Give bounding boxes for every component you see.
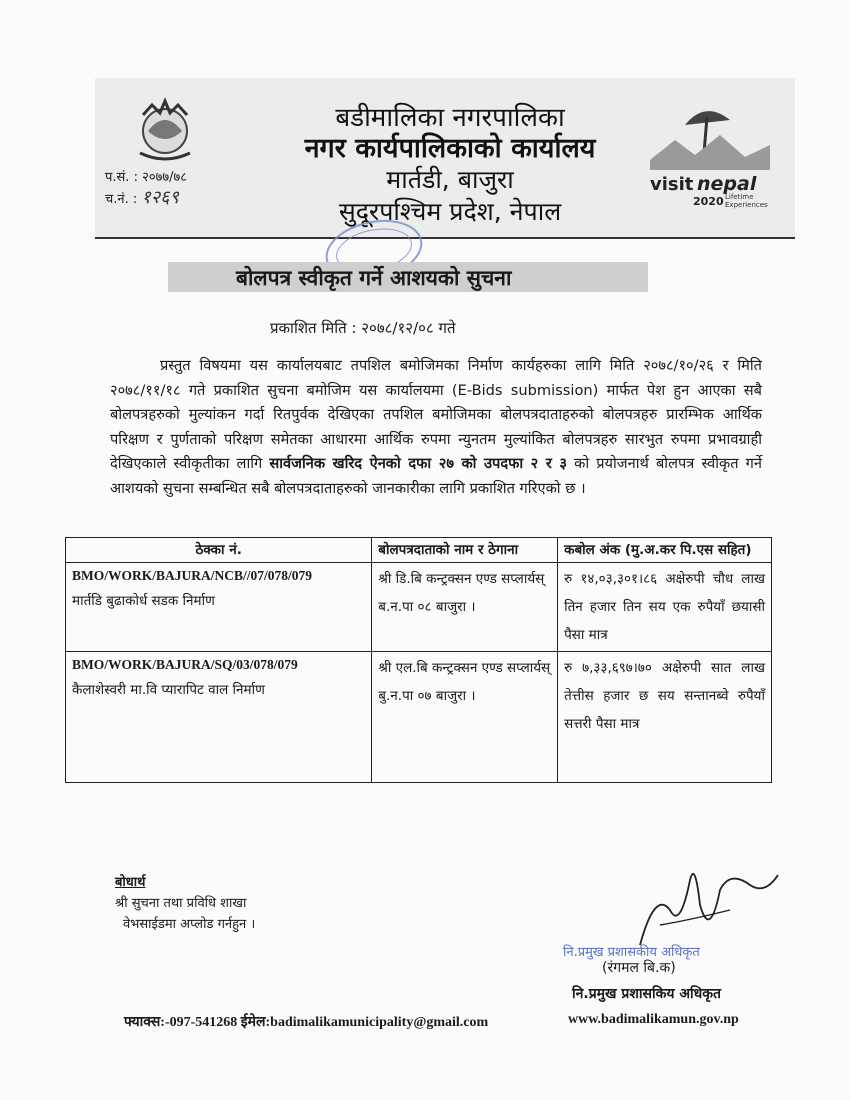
dispatch-label: च.नं. : <box>105 192 138 207</box>
reference-block <box>105 168 187 210</box>
body-legal-reference: सार्वजनिक खरिद ऐनको दफा २७ को उपदफा २ र ३ <box>269 455 567 473</box>
nepal-emblem-icon <box>130 95 200 165</box>
dispatch-number: १२६९ <box>141 187 179 208</box>
svg-text:Experiences: Experiences <box>725 201 768 209</box>
contract-number: BMO/WORK/BAJURA/SQ/03/078/079 <box>72 657 298 672</box>
visit-nepal-logo-icon <box>645 95 775 215</box>
column-header: ठेक्का नं. <box>66 538 372 563</box>
office-name: नगर कार्यपालिकाको कार्यालय <box>304 133 596 164</box>
table-row <box>66 563 772 652</box>
office-address: मार्तडी, बाजुरा <box>386 165 514 194</box>
bid-amount: रु १४,०३,३०१।८६ अक्षेरुपी चौध लाख तिन हजार तिन सय एक रुपैयाँ छयासी पैसा मात्र <box>558 563 772 652</box>
cc-block <box>115 872 255 935</box>
signatory-title: नि.प्रमुख प्रशासकिय अधिकृत <box>572 986 721 1002</box>
bid-amount: रु ७,३३,६९७।७० अक्षेरुपी सात लाख तेत्तीस हजार छ सय सन्तानब्वे रुपैयाँ सत्तरी पैसा मात्र <box>558 652 772 783</box>
work-name: मार्तडि बुढाकोर्ध सडक निर्माण <box>72 593 215 609</box>
column-header: बोलपत्रदाताको नाम र ठेगाना <box>372 538 558 563</box>
municipality-name: बडीमालिका नगरपालिका <box>335 103 565 133</box>
table-row <box>66 652 772 783</box>
province-name: सुदूरपश्चिम प्रदेश, नेपाल <box>338 197 562 226</box>
svg-text:visit: visit <box>650 174 694 195</box>
subject-banner <box>168 262 648 292</box>
body-text-end: को प्रयोजनार्थ बोलपत्र स्वीकृत गर्ने आशयको सुचना सम्बन्धित सबै बोलपत्रदाताहरुको जानकारीका लागि प्रकाशित गरिएको छ । <box>110 455 762 497</box>
contract-number: BMO/WORK/BAJURA/NCB//07/078/079 <box>72 568 313 583</box>
ref-number: २०७७/७८ <box>142 170 188 185</box>
bid-table <box>65 537 772 783</box>
subject-title: बोलपत्र स्वीकृत गर्ने आशयको सुचना <box>236 266 512 290</box>
bidder-name: श्री एल.बि कन्ट्रक्सन एण्ड सप्लार्यस् बु.न.पा ०७ बाजुरा । <box>372 652 558 783</box>
cc-line: श्री सुचना तथा प्रविधि शाखा <box>115 896 247 911</box>
signature-stamp: नि.प्रमुख प्रशासकीय अधिकृत <box>563 945 700 960</box>
footer-website: www.badimalikamun.gov.np <box>568 1012 739 1027</box>
table-header-row <box>66 538 772 563</box>
svg-text:nepal: nepal <box>697 173 757 195</box>
footer-contact: फ्याक्स:-097-541268 ईमेल:badimalikamunicipality@gmail.com <box>124 1015 489 1030</box>
header-divider <box>95 237 795 239</box>
svg-text:2020: 2020 <box>693 195 724 208</box>
cc-title: बोधार्थ <box>115 875 146 890</box>
ref-label: प.सं. : <box>105 170 138 185</box>
body-text: प्रस्तुत विषयमा यस कार्यालयबाट तपशिल बमोजिमका निर्माण कार्यहरुका लागि मिति २०७८/१०/२६ र मिति २०७८/११/१८ गते प्रकाशित सुचना बमोजिम यस कार्यालयमा (E-Bids submission) मार्फत पेश हुन आएका सबै बोलपत्रहरुको मुल्यांकन गर्दा रितपुर्वक देखिएका तपशिल बमोजिमका बोलपत्रदाताहरुको बोलपत्रहरु प्रारम्भिक आर्थिक परिक्षण र पुर्णताको परिक्षण समेतका आधारमा आर्थिक रुपमा न्युनतम मुल्यांकित बोलपत्रहरु सारभुत रुपमा प्रभावग्राही देखिएकाले स्वीकृतीका लागि <box>110 357 762 473</box>
column-header: कबोल अंक (मु.अ.कर पि.एस सहित) <box>558 538 772 563</box>
bidder-name: श्री डि.बि कन्ट्रक्सन एण्ड सप्लार्यस् ब.न.पा ०८ बाजुरा । <box>372 563 558 652</box>
cc-line: वेभसाईडमा अप्लोड गर्नहुन । <box>123 917 256 932</box>
svg-text:Lifetime: Lifetime <box>725 193 754 201</box>
work-name: कैलाशेस्वरी मा.वि प्यारापिट वाल निर्माण <box>72 682 265 698</box>
published-date: प्रकाशित मिति : २०७८/१२/०८ गते <box>270 319 456 337</box>
notice-body <box>110 354 762 502</box>
signatory-name: (रंगमल बि.क) <box>602 960 676 976</box>
